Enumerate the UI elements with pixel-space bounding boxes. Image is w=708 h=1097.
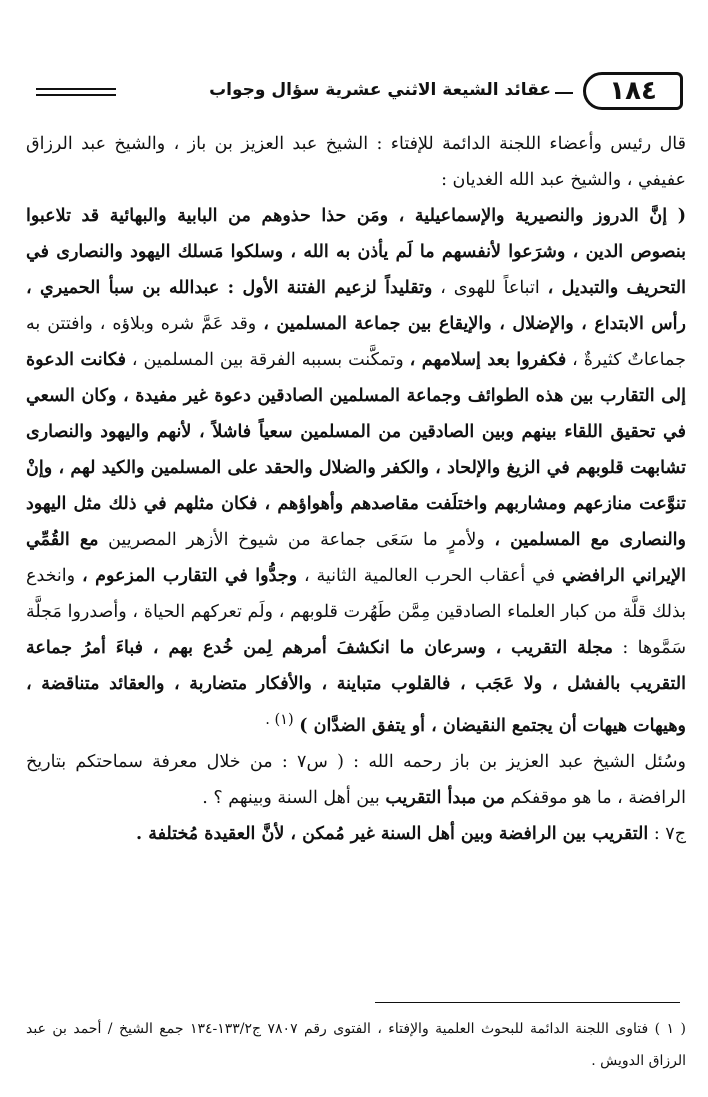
fatwa-text: ( إنَّ الدروز والنصيرية والإسماعيلية ، ومَن حذا حذوهم من البابية والبهائية قد تلاعبوا بنصوص الدين ، وشرَعوا لأنفسهم ما لَم يأذن به الله ، وسلكوا مَسلك اليهود والنصارى في التحريف والتبديل ، <box>26 206 686 298</box>
fatwa-text: وجدُّوا في التقارب المزعوم ، <box>82 566 298 586</box>
fatwa-text: مجلة التقريب ، وسرعان ما انكشفَ أمرهم لِمن خُدع بهم ، فباءَ أمرُ جماعة التقريب بالفشل ، ولا عَجَب ، فالقلوب متباينة ، والأفكار متضاربة ، والعقائد متناقضة ، وهيهات هيهات أن يجتمع النقيضان ، أو يتفق الضدَّان ) <box>26 638 686 736</box>
question-text-bold: من مبدأ التقريب <box>385 787 505 808</box>
paragraph-intro: قال رئيس وأعضاء اللجنة الدائمة للإفتاء : الشيخ عبد العزيز بن باز ، والشيخ عبد الرزاق عفيفي ، والشيخ عبد الله الغديان : <box>26 134 686 190</box>
fatwa-text: فكفروا بعد إسلامهم ، <box>409 350 567 370</box>
fatwa-text: اتباعاً للهوى ، <box>440 278 540 298</box>
answer-text: التقريب بين الرافضة وبين أهل السنة غير مُمكن ، لأنَّ العقيدة مُختلفة . <box>136 823 649 844</box>
question-text: وسُئل الشيخ عبد العزيز بن باز رحمه الله : ( س٧ : من خلال معرفة سماحتكم بتاريخ الرافضة ، ما هو موقفكم <box>26 751 686 808</box>
page-number: ١٨٤ <box>583 72 683 110</box>
main-text <box>26 126 686 852</box>
fatwa-text: مع القُمِّي الإيراني الرافضي <box>26 530 686 586</box>
paragraph-answer <box>26 816 686 852</box>
fatwa-text: في أعقاب الحرب العالمية الثانية ، <box>303 566 556 586</box>
question-text: بين أهل السنة وبينهم ؟ . <box>202 787 380 808</box>
running-title: عقائد الشيعة الاثني عشرية سؤال وجواب <box>209 80 551 100</box>
paragraph-fatwa-quote <box>26 198 686 744</box>
fatwa-text: وانخدع بذلك قلَّة من كبار العلماء الصادقين مِمَّن طَهُرت قلوبهم ، ولَم تعركهم الحياة ، وأصدروا مَجلَّة سَمَّوها : <box>26 566 686 658</box>
footnote-separator <box>375 1002 680 1003</box>
page-header <box>28 68 683 114</box>
fatwa-text: وتقليداً لزعيم الفتنة الأول : عبدالله بن سبأ الحميري ، رأس الابتداع ، والإضلال ، والإيقاع بين جماعة المسلمين ، <box>26 278 686 334</box>
fatwa-text: وتمكَّنت بسببه الفرقة بين المسلمين ، <box>131 350 404 370</box>
footnote-reference: (١) . <box>265 711 294 728</box>
fatwa-text: ولأمرٍ ما سَعَى جماعة من شيوخ الأزهر المصريين <box>108 530 485 550</box>
fatwa-text: وقد عَمَّ شره وبلاؤه ، وافتتن به جماعاتٌ كثيرةٌ ، <box>26 314 686 370</box>
paragraph-question <box>26 744 686 816</box>
header-rule <box>555 92 573 94</box>
answer-label: ج٧ : <box>653 823 686 844</box>
header-double-rule-bottom <box>36 94 116 96</box>
header-double-rule-top <box>36 88 116 90</box>
footnote: ( ١ ) فتاوى اللجنة الدائمة للبحوث العلمية والإفتاء ، الفتوى رقم ٧٨٠٧ ج١٣٣/٢-١٣٤ جمع الشيخ / أحمد بن عبد الرزاق الدويش . <box>26 1021 686 1069</box>
fatwa-text: فكانت الدعوة إلى التقارب بين هذه الطوائف وجماعة المسلمين الصادقين دعوة غير مفيدة ، وكان السعي في تحقيق اللقاء بينهم وبين الصادقين من المسلمين سعياً فاشلاً ، لأنهم واليهود والنصارى تشابهت قلوبهم في الزيغ والإلحاد ، والكفر والضلال والحقد على المسلمين والكيد لهم ، وإنْ تنوَّعت منازعهم ومشاربهم واختلَفت مقاصدهم وأهواؤهم ، فكان مثلهم في ذلك مثل اليهود والنصارى مع المسلمين ، <box>26 350 686 550</box>
